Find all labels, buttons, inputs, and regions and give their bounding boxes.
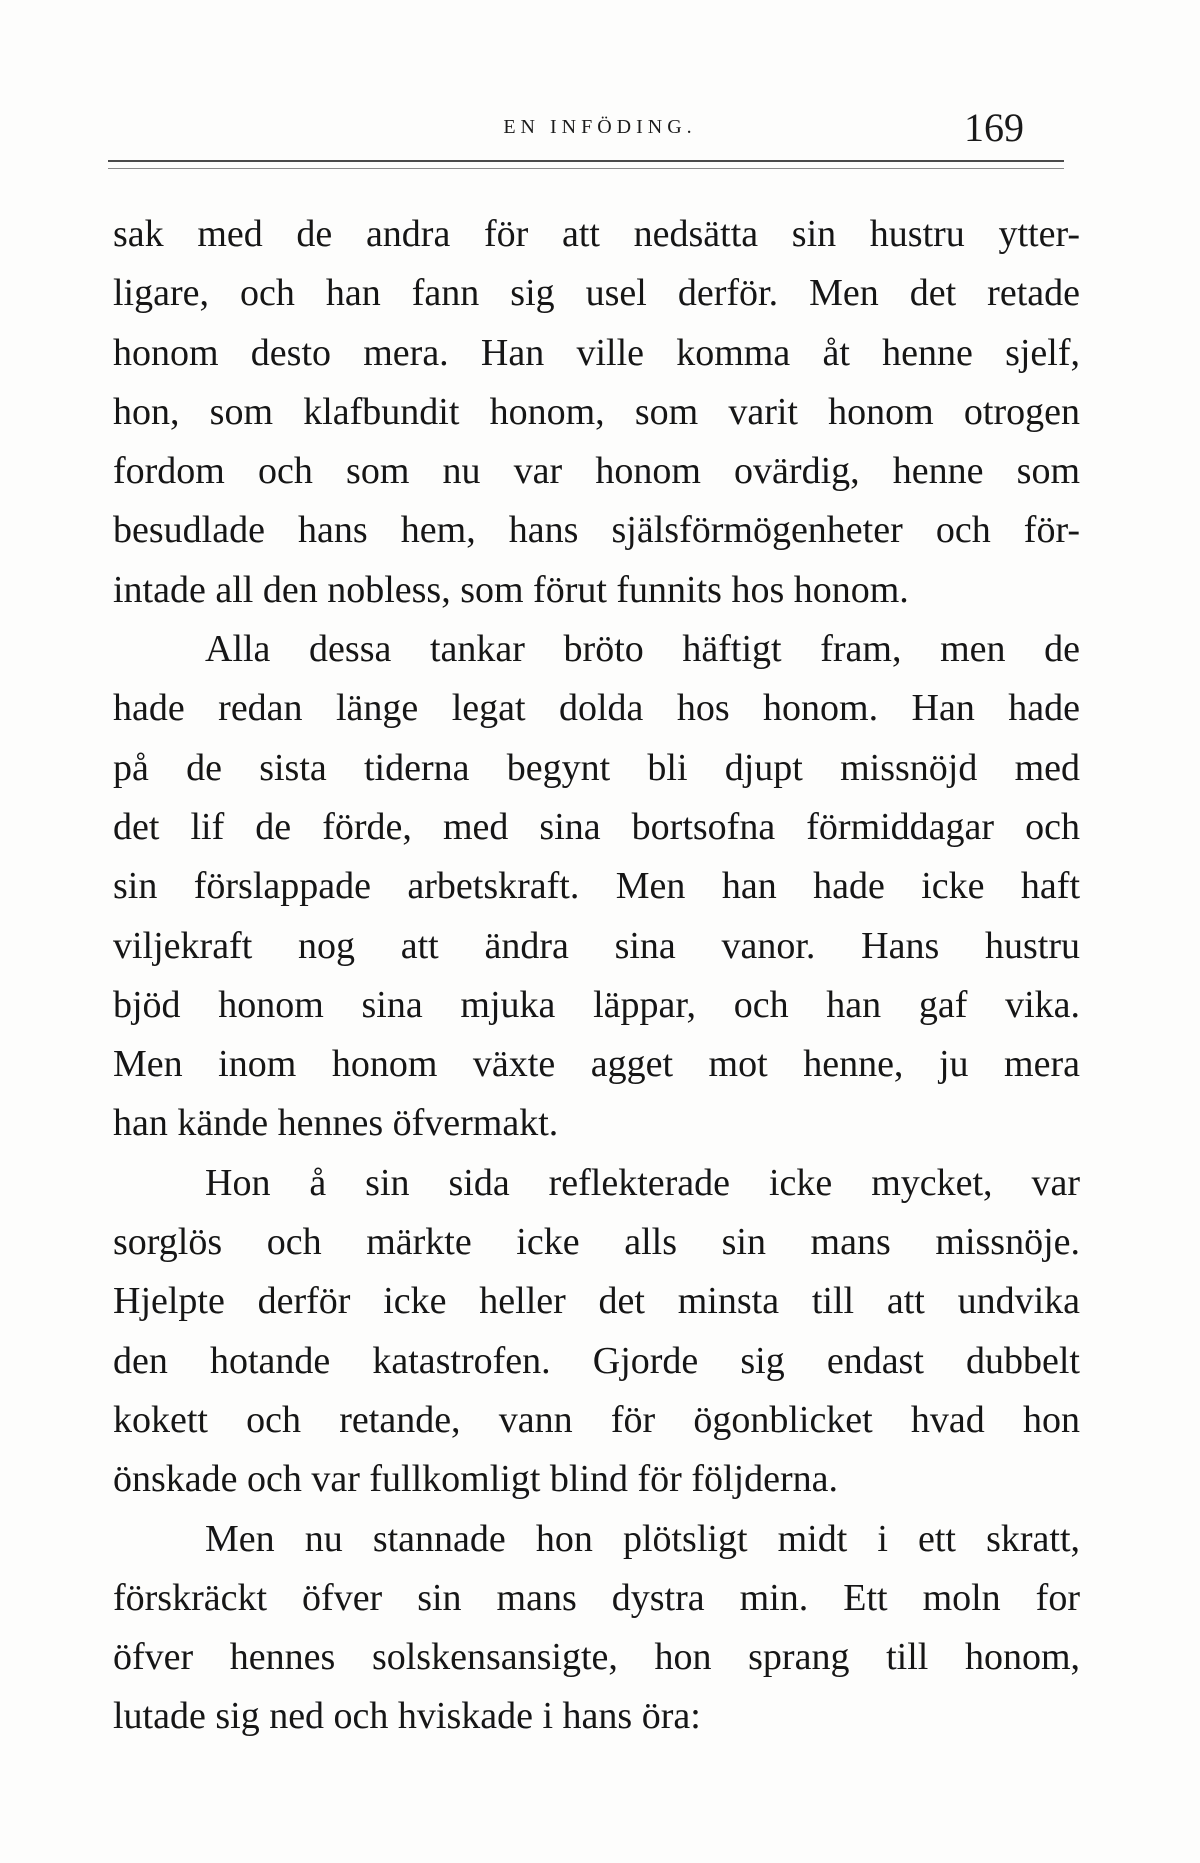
text-line: Hjelpte derför icke heller det minsta till att undvika (113, 1280, 1080, 1323)
text-line: intade all den nobless, som förut funnits hos honom. (113, 568, 909, 611)
text-line: sorglös och märkte icke alls sin mans missnöje. (113, 1221, 1080, 1264)
paragraph-first-line: Men nu stannade hon plötsligt midt i ett skratt, (205, 1517, 1080, 1560)
text-line: hon, som klafbundit honom, som varit honom otrogen (113, 390, 1080, 433)
text-line: önskade och var fullkomligt blind för följderna. (113, 1458, 838, 1501)
text-line: besudlade hans hem, hans själsförmögenheter och för- (113, 509, 1080, 552)
text-line: honom desto mera. Han ville komma åt henne sjelf, (113, 331, 1080, 374)
body-text (113, 205, 1080, 1747)
text-line: öfver hennes solskensansigte, hon sprang till honom, (113, 1636, 1080, 1679)
text-line: Men inom honom växte agget mot henne, ju mera (113, 1043, 1080, 1086)
text-line: den hotande katastrofen. Gjorde sig endast dubbelt (113, 1339, 1080, 1382)
text-line: förskräckt öfver sin mans dystra min. Ett moln for (113, 1576, 1080, 1619)
page-number: 169 (964, 105, 1024, 150)
text-line: bjöd honom sina mjuka läppar, och han gaf vika. (113, 983, 1080, 1026)
text-line: sin förslappade arbetskraft. Men han hade icke haft (113, 865, 1080, 908)
text-line: viljekraft nog att ändra sina vanor. Hans hustru (113, 924, 1080, 967)
paragraph-first-line: Hon å sin sida reflekterade icke mycket, var (205, 1161, 1080, 1204)
text-line: fordom och som nu var honom ovärdig, henne som (113, 450, 1080, 493)
paragraph-first-line: Alla dessa tankar bröto häftigt fram, men de (205, 628, 1080, 671)
text-line: kokett och retande, vann för ögonblicket hvad hon (113, 1398, 1080, 1441)
text-line: sak med de andra för att nedsätta sin hustru ytter- (113, 213, 1080, 255)
header-rule-secondary (108, 168, 1064, 169)
text-line: lutade sig ned och hviskade i hans öra: (113, 1695, 701, 1738)
text-line: ligare, och han fann sig usel derför. Men det retade (113, 272, 1080, 315)
text-line: han kände hennes öfvermakt. (113, 1102, 559, 1145)
text-line: hade redan länge legat dolda hos honom. Han hade (113, 687, 1080, 730)
text-line: det lif de förde, med sina bortsofna förmiddagar och (113, 805, 1080, 848)
text-line: på de sista tiderna begynt bli djupt missnöjd med (113, 746, 1080, 789)
header-rule (108, 160, 1064, 162)
running-title: EN INFÖDING. (503, 116, 697, 138)
running-head (0, 104, 1200, 154)
